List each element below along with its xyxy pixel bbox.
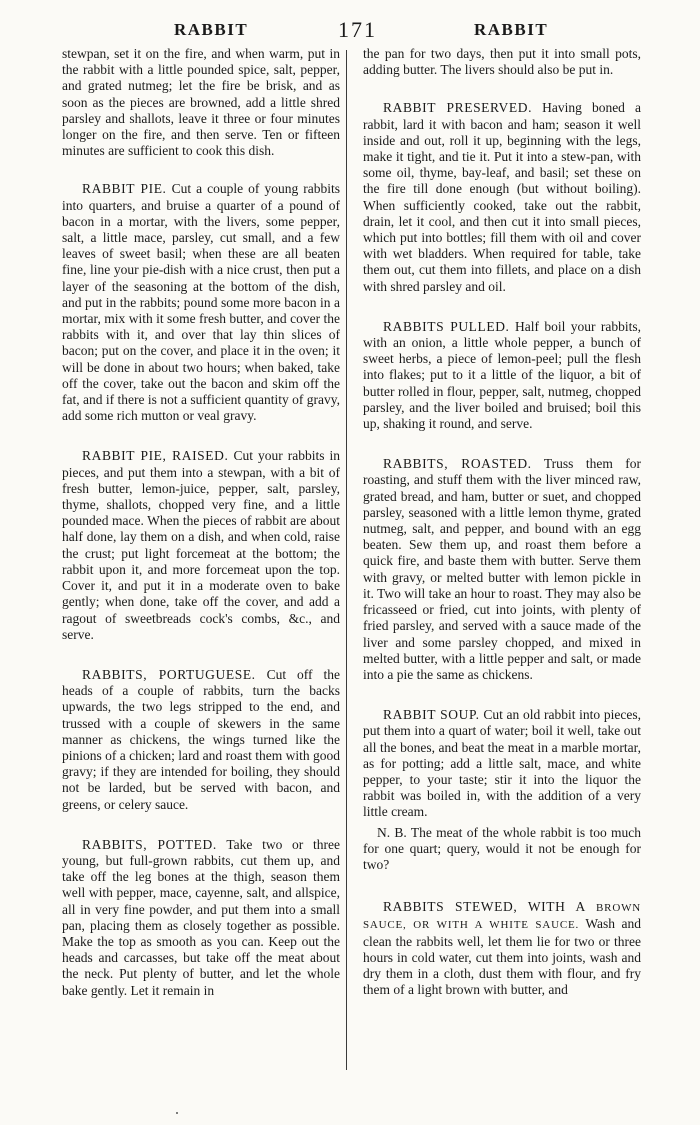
recipe-rabbit-soup	[363, 707, 641, 820]
recipe-title: RABBITS STEWED, WITH A	[383, 899, 586, 915]
recipe-rabbits-portuguese	[62, 667, 340, 813]
recipe-title: RABBITS, PORTUGUESE.	[82, 666, 256, 682]
recipe-text: Take two or three young, but full-grown rabbits, cut them up, and take off the leg bones at the thigh, season them well with pepper, mace, cayenne, salt, and allspice, all in very fine powder, and put them into a small pan, placing them as closely together as possible. Make the top as smooth as you can. Keep out the heads and carcasses, but take off the meat about the neck. Put plenty of butter, and let the whole bake gently. Let it remain in	[62, 836, 341, 998]
recipe-title: RABBIT PRESERVED.	[383, 100, 533, 116]
recipe-text: Having boned a rabbit, lard it with bacon and ham; season it well inside and out, roll it up, beginning with the legs, make it tight, and tie it. Put it into a stew-pan, with some oil, thyme, bay-leaf, and basil; set these on the fire till done enough (but without boiling). When sufficiently cooked, take out the rabbit, drain, let it cool, and then cut it into small pieces, which put into bottles; fill them with oil and cover with wet bladders. When required for table, take them out, cut them into fillets, and place on a dish with shred parsley and oil.	[363, 100, 641, 294]
recipe-title: RABBIT SOUP.	[383, 707, 480, 723]
header-right: RABBIT	[474, 20, 549, 39]
recipe-text: Cut an old rabbit into pieces, put them into a quart of water; boil it well, take out all the bones, and beat the meat in a marble mortar, as for potting; add a little salt, mace, and white pepper, to your taste; stir it into the liquor the rabbit was boiled in, with the addition of a very little cream.	[363, 707, 642, 820]
recipe-rabbits-pulled	[363, 319, 641, 432]
recipe-text: the pan for two days, then put it into small pots, adding butter. The livers should also be put in.	[363, 46, 641, 78]
recipe-text: Wash and clean the rabbits well, let them lie for two or three hours in cold water, cut them into joints, wash and dry them in a cloth, dust them with flour, and fry them of a light brown with butter, and	[363, 916, 641, 998]
recipe-text: Truss them for roasting, and stuff them with the liver minced raw, grated bread, and ham, butter or suet, and chopped parsley, seasoned with a little lemon thyme, grated nutmeg, salt, and pepper, and bound with an egg beaten. Sew them up, and roast them before a quick fire, and baste them with butter. Serve them with gravy, or melted butter with lemon pickle in it. Two will take an hour to roast. They may also be fricasseed or fried, cut into joints, with plenty of fried parsley, and served with a sauce made of the liver and some parsley chopped, and mixed in melted butter, with a little pepper and salt, or made into a pie the same as chickens.	[363, 456, 641, 682]
recipe-text: stewpan, set it on the fire, and when warm, put in the rabbit with a little pounded spice, salt, pepper, and grated nutmeg; let the fire be brisk, and as soon as the pieces are browned, add a little shred parsley and shallots, leave it three or four minutes longer on the fire, and then serve. Ten or fifteen minutes are sufficient to cook this dish.	[62, 46, 340, 159]
recipe-continuation	[363, 46, 641, 78]
recipe-text: Cut your rabbits in pieces, and put them into a stewpan, with a bit of fresh butter, lemon-juice, pepper, salt, parsley, thyme, shallots, chopped very fine, and a little pounded mace. When the pieces of rabbit are about half done, lay them on a dish, and when cold, raise the crust; put light forcemeat at the bottom; the rabbit upon it, and more forcemeat upon the top. Cover it, and put it in a moderate oven to bake gently; when done, take off the cover, and add a ragout of sweetbreads cock's combs, &c., and serve.	[62, 448, 341, 642]
recipe-title: RABBIT PIE, RAISED.	[82, 448, 229, 464]
note-text: N. B. The meat of the whole rabbit is too much for one quart; query, would it not be enough for two?	[363, 824, 641, 872]
right-column	[363, 46, 641, 1022]
recipe-subtitle: BROWN SAUCE, OR WITH A WHITE SAUCE.	[363, 902, 641, 932]
recipe-continuation	[62, 46, 340, 159]
recipe-rabbits-stewed	[363, 899, 641, 998]
recipe-title: RABBITS, POTTED.	[82, 836, 217, 852]
recipe-text: Cut a couple of young rabbits into quarters, and bruise a quarter of a pound of bacon in a mortar, with the livers, some pepper, salt, a little mace, parsley, cut small, and a few leaves of sweet basil; when these are all beaten fine, line your pie-dish with a nice crust, then put a layer of the seasoning at the bottom of the dish, and put in the rabbits; pound some more bacon in a mortar, mix with it some fresh butter, and cover the rabbits with it, and over that lay thin slices of bacon; put on the cover, and place it in the oven; it will be done in about two hours; when baked, take off the cover, take out the bacon and skim off the fat, and if there is not a sufficient quantity of gravy, add some rich mutton or veal gravy.	[62, 181, 340, 424]
recipe-title: RABBITS, ROASTED.	[383, 456, 532, 472]
recipe-rabbit-preserved	[363, 100, 641, 294]
column-divider	[346, 50, 347, 1070]
header-left: RABBIT	[174, 20, 249, 39]
recipe-text: Cut off the heads of a couple of rabbits, turn the backs upwards, the two legs stripped to the end, and trussed with a couple of skewers in the same manner as chickens, the wings turned like the pinions of a chicken; lard and roast them with good gravy; if they are intended for boiling, they should not be larded, but be served with bacon, and greens, or celery sauce.	[62, 666, 340, 812]
recipe-title: RABBIT PIE.	[82, 181, 167, 197]
recipe-title: RABBITS PULLED.	[383, 318, 510, 334]
recipe-rabbit-pie	[62, 181, 340, 424]
recipe-rabbit-pie-raised	[62, 448, 340, 642]
ink-speck	[176, 1112, 178, 1114]
left-column	[62, 46, 340, 1023]
running-header	[64, 18, 656, 46]
note-paragraph	[363, 825, 641, 874]
page-number: 171	[338, 17, 377, 42]
recipe-rabbits-potted	[62, 837, 340, 999]
recipe-rabbits-roasted	[363, 456, 641, 683]
recipe-text: Half boil your rabbits, with an onion, a little whole pepper, a bunch of sweet herbs, a piece of lemon-peel; pull the flesh into flakes; put to it a little of the liquor, a bit of butter rolled in flour, pepper, salt, nutmeg, chopped parsley, and the liver boiled and bruised; boil this up, shaking it round, and serve.	[363, 318, 642, 432]
